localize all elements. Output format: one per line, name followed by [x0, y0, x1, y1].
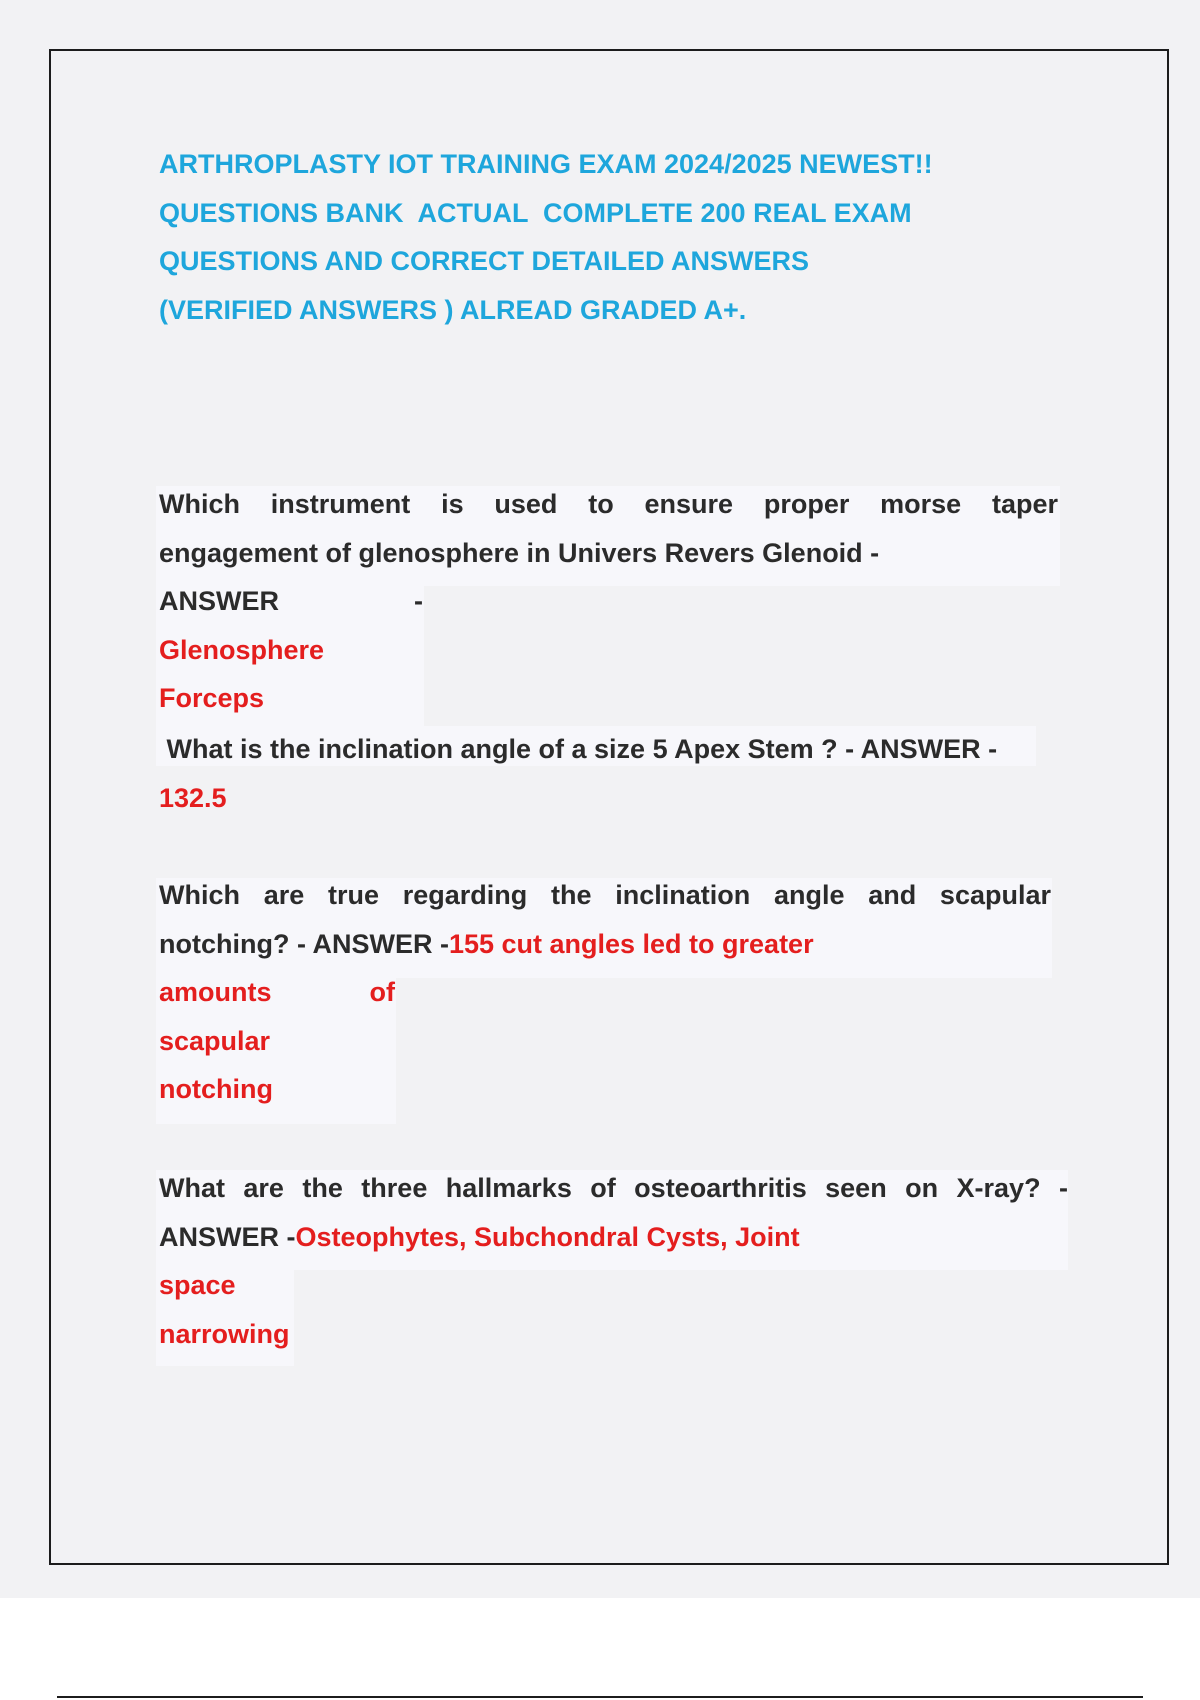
title-line-4: (VERIFIED ANSWERS ) ALREAD GRADED A+. [159, 294, 747, 325]
question-1-line-2: engagement of glenosphere in Univers Revers Glenoid - [159, 537, 880, 568]
qa-item-3 [159, 871, 1051, 1114]
answer-3-line-2: scapular [159, 1025, 271, 1056]
answer-4-inline: Osteophytes, Subchondral Cysts, Joint [295, 1221, 800, 1252]
question-3-line-2 [159, 920, 1051, 969]
title-line-1: ARTHROPLASTY IOT TRAINING EXAM 2024/2025 NEWEST!! [159, 149, 933, 179]
qa-item-4 [159, 1164, 1068, 1358]
question-4-line-1: What are the three hallmarks of osteoarthritis seen on X-ray? - [159, 1173, 1068, 1203]
answer-label-line [159, 577, 1058, 626]
answer-4-line-2: narrowing [159, 1318, 290, 1349]
qa-item-1 [159, 480, 1058, 723]
question-4-line-2 [159, 1213, 1068, 1262]
answer-dash: - [414, 586, 423, 616]
answer-3-line-1 [159, 968, 395, 1017]
answer-1-line-1: Glenosphere [159, 634, 325, 665]
question-4-suffix: ANSWER - [159, 1221, 296, 1252]
answer-2: 132.5 [159, 782, 227, 813]
question-3-suffix: notching? - ANSWER - [159, 928, 449, 959]
bottom-rule [57, 1696, 1143, 1698]
answer-3-word-amounts: amounts [159, 977, 272, 1007]
question-3-line-1: Which are true regarding the inclination angle and scapular [159, 880, 1051, 910]
document-title [159, 140, 1019, 334]
answer-1-line-2: Forceps [159, 683, 265, 713]
qa-item-2 [159, 725, 1039, 822]
answer-3-word-of: of [369, 977, 395, 1007]
question-1-line-1: Which instrument is used to ensure proper morse taper [159, 489, 1058, 519]
title-line-2: QUESTIONS BANK ACTUAL COMPLETE 200 REAL EXAM [159, 197, 912, 228]
answer-4-line-1: space [159, 1270, 236, 1300]
title-line-3: QUESTIONS AND CORRECT DETAILED ANSWERS [159, 246, 810, 276]
question-2: What is the inclination angle of a size 5 Apex Stem ? - ANSWER - [159, 734, 998, 764]
answer-3-inline: 155 cut angles led to greater [448, 928, 814, 959]
answer-label: ANSWER [159, 586, 279, 616]
answer-3-line-3: notching [159, 1074, 273, 1104]
